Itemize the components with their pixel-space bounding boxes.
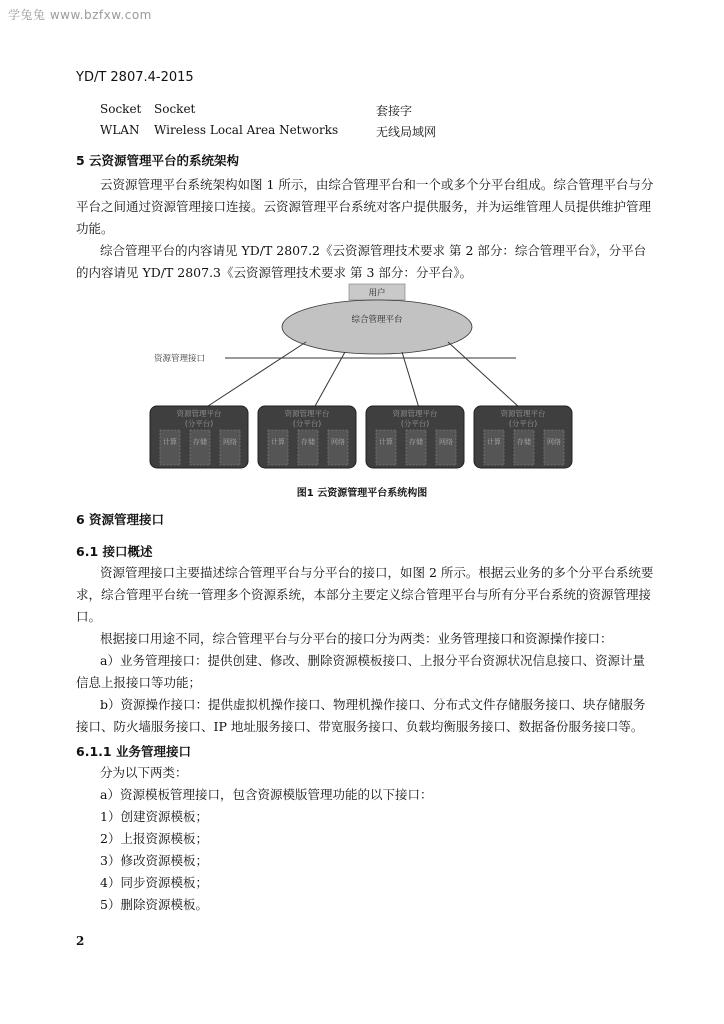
sub-platform-title: 资源管理平台 [284,409,330,418]
template-list-item: 2）上报资源模板； [100,831,208,846]
connector-line-1 [205,342,306,408]
abbr-socket-zh: 套接字 [376,104,413,118]
module-compute: 计算 [487,438,501,446]
architecture-diagram [140,282,580,472]
module-storage: 存储 [193,438,207,446]
section-6-1-1-item-a: a）资源模板管理接口，包含资源模版管理功能的以下接口： [100,787,433,802]
integrated-platform-ellipse [282,300,472,354]
module-storage: 存储 [517,438,531,446]
sub-platform-subtitle: (分平台) [292,419,322,428]
sub-platform-3 [366,406,464,468]
module-network: 网络 [331,438,345,446]
section-6-1-1-heading: 6.1.1 业务管理接口 [76,744,191,759]
watermark: 学兔兔 www.bzfxw.com [8,8,152,22]
connector-line-3 [402,352,419,408]
interface-label: 资源管理接口 [154,354,206,364]
template-list-item: 5）删除资源模板。 [100,897,208,912]
sub-platform-4 [474,406,572,468]
section-6-heading: 6 资源管理接口 [76,512,165,527]
abbr-socket-code: Socket [100,102,142,116]
module-network: 网络 [439,438,453,446]
page-number: 2 [76,934,85,948]
sub-platform-2 [258,406,356,468]
user-label: 用户 [368,288,386,299]
module-storage: 存储 [409,438,423,446]
abbr-wlan-code: WLAN [100,123,140,137]
sub-platform-title: 资源管理平台 [392,409,438,418]
module-compute: 计算 [379,438,393,446]
module-network: 网络 [547,438,561,446]
template-list-item: 4）同步资源模板； [100,875,208,890]
abbr-socket-full: Socket [154,102,196,116]
section-5-paragraph-2: 综合管理平台的内容请见 YD/T 2807.2《云资源管理技术要求 第 2 部分：综合管理平台》，分平台的内容请见 YD/T 2807.3《云资源管理技术要求 第 3 部分：分平台》。 [76,243,647,280]
module-compute: 计算 [163,438,177,446]
module-network: 网络 [223,438,237,446]
section-6-1-item-b: b）资源操作接口：提供虚拟机操作接口、物理机操作接口、分布式文件存储服务接口、块存储服务接口、防火墙服务接口、IP 地址服务接口、带宽服务接口、负载均衡服务接口、数据备份服务接口等。 [76,697,646,734]
section-6-1-paragraph-2: 根据接口用途不同，综合管理平台与分平台的接口分为两类：业务管理接口和资源操作接口： [100,631,613,646]
sub-platform-1 [150,406,248,468]
module-storage: 存储 [301,438,315,446]
section-6-1-heading: 6.1 接口概述 [76,544,153,559]
connector-line-2 [314,352,345,408]
section-5-paragraph-1: 云资源管理平台系统架构如图 1 所示，由综合管理平台和一个或多个分平台组成。综合管理平台与分平台之间通过资源管理接口连接。云资源管理平台系统对客户提供服务，并为运维管理人员提供维护管理功能。 [76,177,654,236]
sub-platform-title: 资源管理平台 [176,409,222,418]
integrated-platform-label: 综合管理平台 [351,315,403,325]
template-list-item: 1）创建资源模板； [100,809,208,824]
document-id: YD/T 2807.4-2015 [76,70,194,85]
abbr-wlan-zh: 无线局域网 [376,125,437,139]
section-6-1-paragraph-1: 资源管理接口主要描述综合管理平台与分平台的接口，如图 2 所示。根据云业务的多个分平台系统要求，综合管理平台统一管理多个资源系统，本部分主要定义综合管理平台与所有分平台系统的资源管理接口。 [76,565,654,624]
sub-platform-subtitle: (分平台) [184,419,214,428]
module-compute: 计算 [271,438,285,446]
sub-platform-subtitle: (分平台) [400,419,430,428]
abbr-wlan-full: Wireless Local Area Networks [154,123,339,137]
sub-platform-subtitle: (分平台) [508,419,538,428]
figure-caption: 图1 云资源管理平台系统构图 [296,488,428,499]
connector-line-4 [448,342,520,408]
template-list-item: 3）修改资源模板； [100,853,208,868]
section-5-heading: 5 云资源管理平台的系统架构 [76,153,240,168]
section-6-1-item-a: a）业务管理接口：提供创建、修改、删除资源模板接口、上报分平台资源状况信息接口、资源计量信息上报接口等功能； [76,653,645,690]
sub-platform-title: 资源管理平台 [500,409,546,418]
section-6-1-1-intro: 分为以下两类： [100,765,188,780]
